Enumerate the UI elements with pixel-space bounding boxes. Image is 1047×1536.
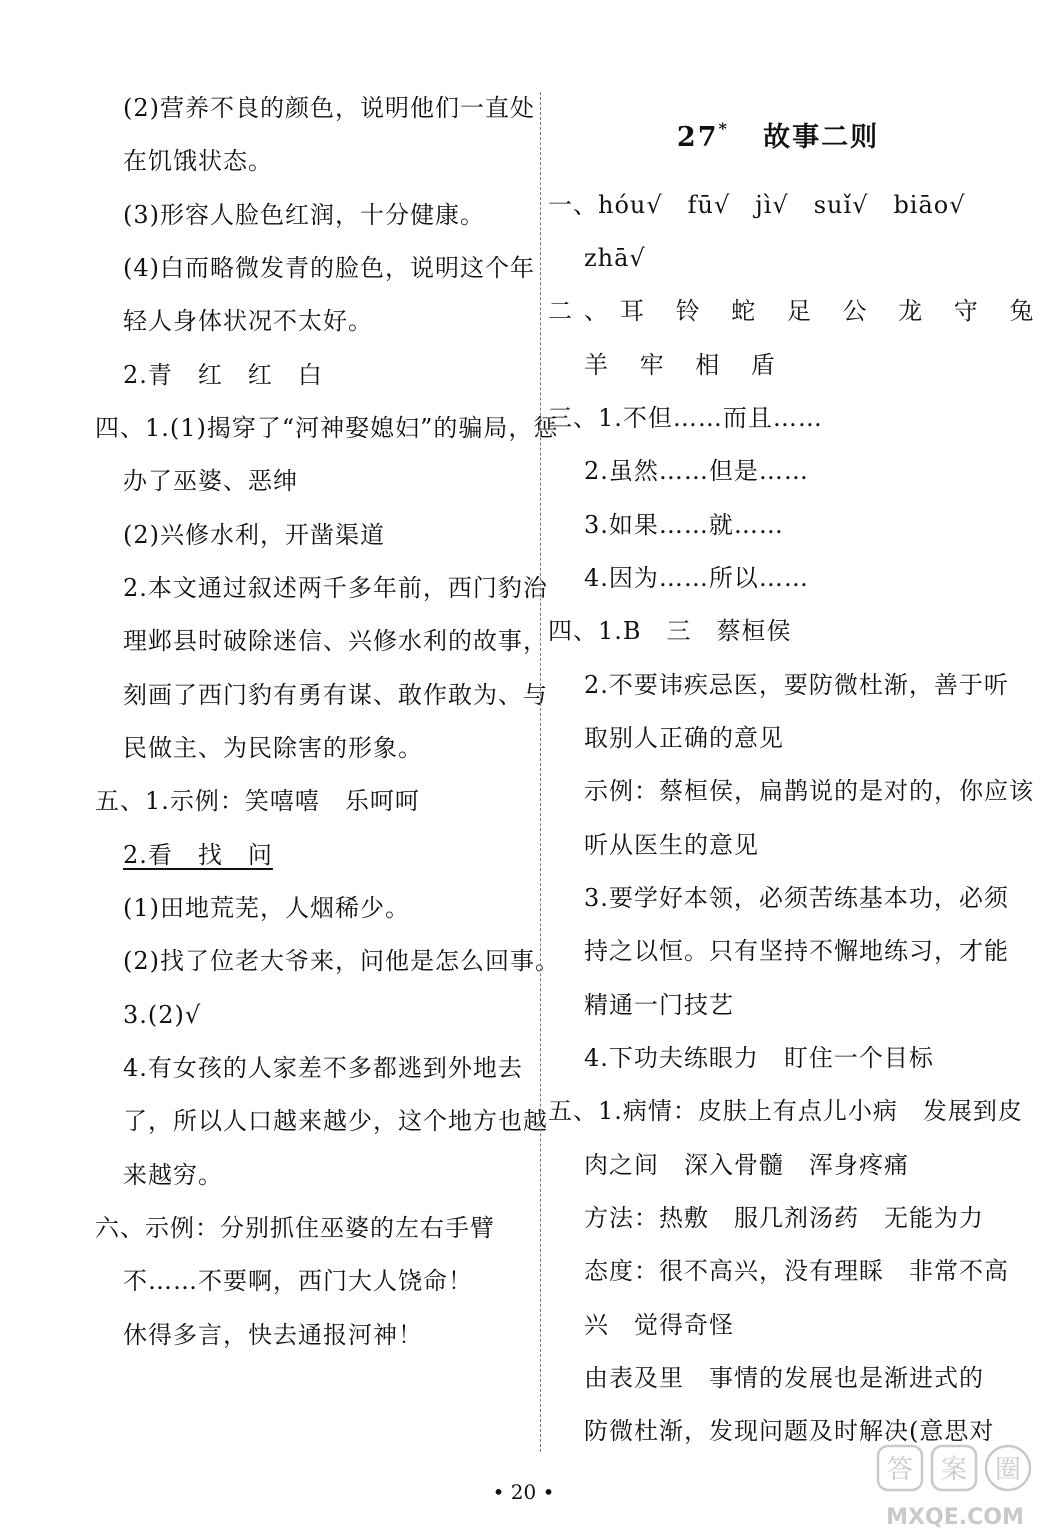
text-line: 2.本文通过叙述两千多年前，西门豹治 — [123, 574, 548, 602]
text-line: 听从医生的意见 — [584, 831, 759, 859]
text-line: 3.要学好本领，必须苦练基本功，必须 — [584, 884, 1009, 912]
text-line: 由表及里 事情的发展也是渐进式的 — [584, 1364, 984, 1392]
text-line: 来越穷。 — [123, 1161, 223, 1189]
text-line: (1)田地荒芜，人烟稀少。 — [123, 894, 410, 922]
text-line: 取别人正确的意见 — [584, 724, 784, 752]
text-line: 持之以恒。只有坚持不懈地练习，才能 — [584, 937, 1009, 965]
watermark-logo-icon — [870, 1440, 1040, 1532]
text-line: 3.如果……就…… — [584, 511, 784, 539]
text-line: 理邺县时破除迷信、兴修水利的故事， — [123, 627, 548, 655]
text-line: 兴 觉得奇怪 — [584, 1311, 734, 1339]
text-line: 方法：热敷 服几剂汤药 无能为力 — [584, 1204, 984, 1232]
text-line: (2)兴修水利，开凿渠道 — [123, 521, 385, 549]
text-line: 三、1.不但……而且…… — [548, 404, 823, 432]
text-line: 民做主、为民除害的形象。 — [123, 734, 423, 762]
watermark-url: MXQE.COM — [886, 1505, 1024, 1530]
watermark-char: 答 — [886, 1455, 914, 1485]
text-line: 轻人身体状况不太好。 — [123, 307, 373, 335]
text-line: 在饥饿状态。 — [123, 147, 273, 175]
text-line: 二、耳 铃 蛇 足 公 龙 守 兔 — [548, 297, 1046, 325]
lesson-name: 故事二则 — [763, 122, 880, 153]
watermark-char: 案 — [940, 1455, 968, 1485]
text-line: 六、示例：分别抓住巫婆的左右手臂 — [95, 1214, 495, 1242]
text-line: 态度：很不高兴，没有理睬 非常不高 — [584, 1257, 1009, 1285]
text-line: (2)营养不良的颜色，说明他们一直处 — [123, 94, 535, 122]
text-line: 四、1.(1)揭穿了“河神娶媳妇”的骗局，惩 — [95, 414, 559, 442]
text-line: 五、1.病情：皮肤上有点儿小病 发展到皮 — [548, 1097, 1023, 1125]
text-line: 一、hóu√ fū√ jì√ suǐ√ biāo√ — [548, 191, 966, 219]
text-line: 精通一门技艺 — [584, 991, 734, 1019]
optional-lesson-mark: * — [718, 119, 729, 138]
text-line: 示例：蔡桓侯，扁鹊说的是对的，你应该 — [584, 777, 1034, 805]
text-line: (4)白而略微发青的脸色，说明这个年 — [123, 254, 535, 282]
text-line: 五、1.示例：笑嘻嘻 乐呵呵 — [95, 787, 420, 815]
text-line: 防微杜渐，发现问题及时解决(意思对 — [584, 1417, 995, 1445]
lesson-number: 27 — [676, 122, 719, 153]
text-line: 了，所以人口越来越少，这个地方也越 — [123, 1107, 548, 1135]
text-line: 休得多言，快去通报河神！ — [123, 1321, 423, 1349]
text-line: 2.不要讳疾忌医，要防微杜渐，善于听 — [584, 671, 1009, 699]
text-line: 2.虽然……但是…… — [584, 457, 809, 485]
text-line: 4.因为……所以…… — [584, 564, 809, 592]
watermark-char: 圈 — [994, 1455, 1022, 1485]
text-line: 不……不要啊，西门大人饶命！ — [123, 1267, 473, 1295]
text-line: 羊 牢 相 盾 — [584, 351, 787, 379]
text-line: 办了巫婆、恶绅 — [123, 467, 298, 495]
page-number: • 20 • — [492, 1480, 555, 1504]
lesson-title — [548, 115, 1008, 154]
text-line: (3)形容人脸色红润，十分健康。 — [123, 201, 485, 229]
text-line: 4.下功夫练眼力 盯住一个目标 — [584, 1044, 934, 1072]
text-line: 4.有女孩的人家差不多都逃到外地去 — [123, 1054, 523, 1082]
text-line: 四、1.B 三 蔡桓侯 — [548, 617, 792, 645]
text-line: zhā√ — [584, 244, 646, 272]
text-line: 刻画了西门豹有勇有谋、敢作敢为、与 — [123, 681, 548, 709]
text-line: 2.看 找 问 — [123, 841, 273, 869]
text-line: 3.(2)√ — [123, 1001, 202, 1029]
text-line: (2)找了位老大爷来，问他是怎么回事。 — [123, 947, 560, 975]
text-line: 肉之间 深入骨髓 浑身疼痛 — [584, 1151, 909, 1179]
column-divider — [540, 92, 541, 1452]
text-line: 2.青 红 红 白 — [123, 361, 323, 389]
